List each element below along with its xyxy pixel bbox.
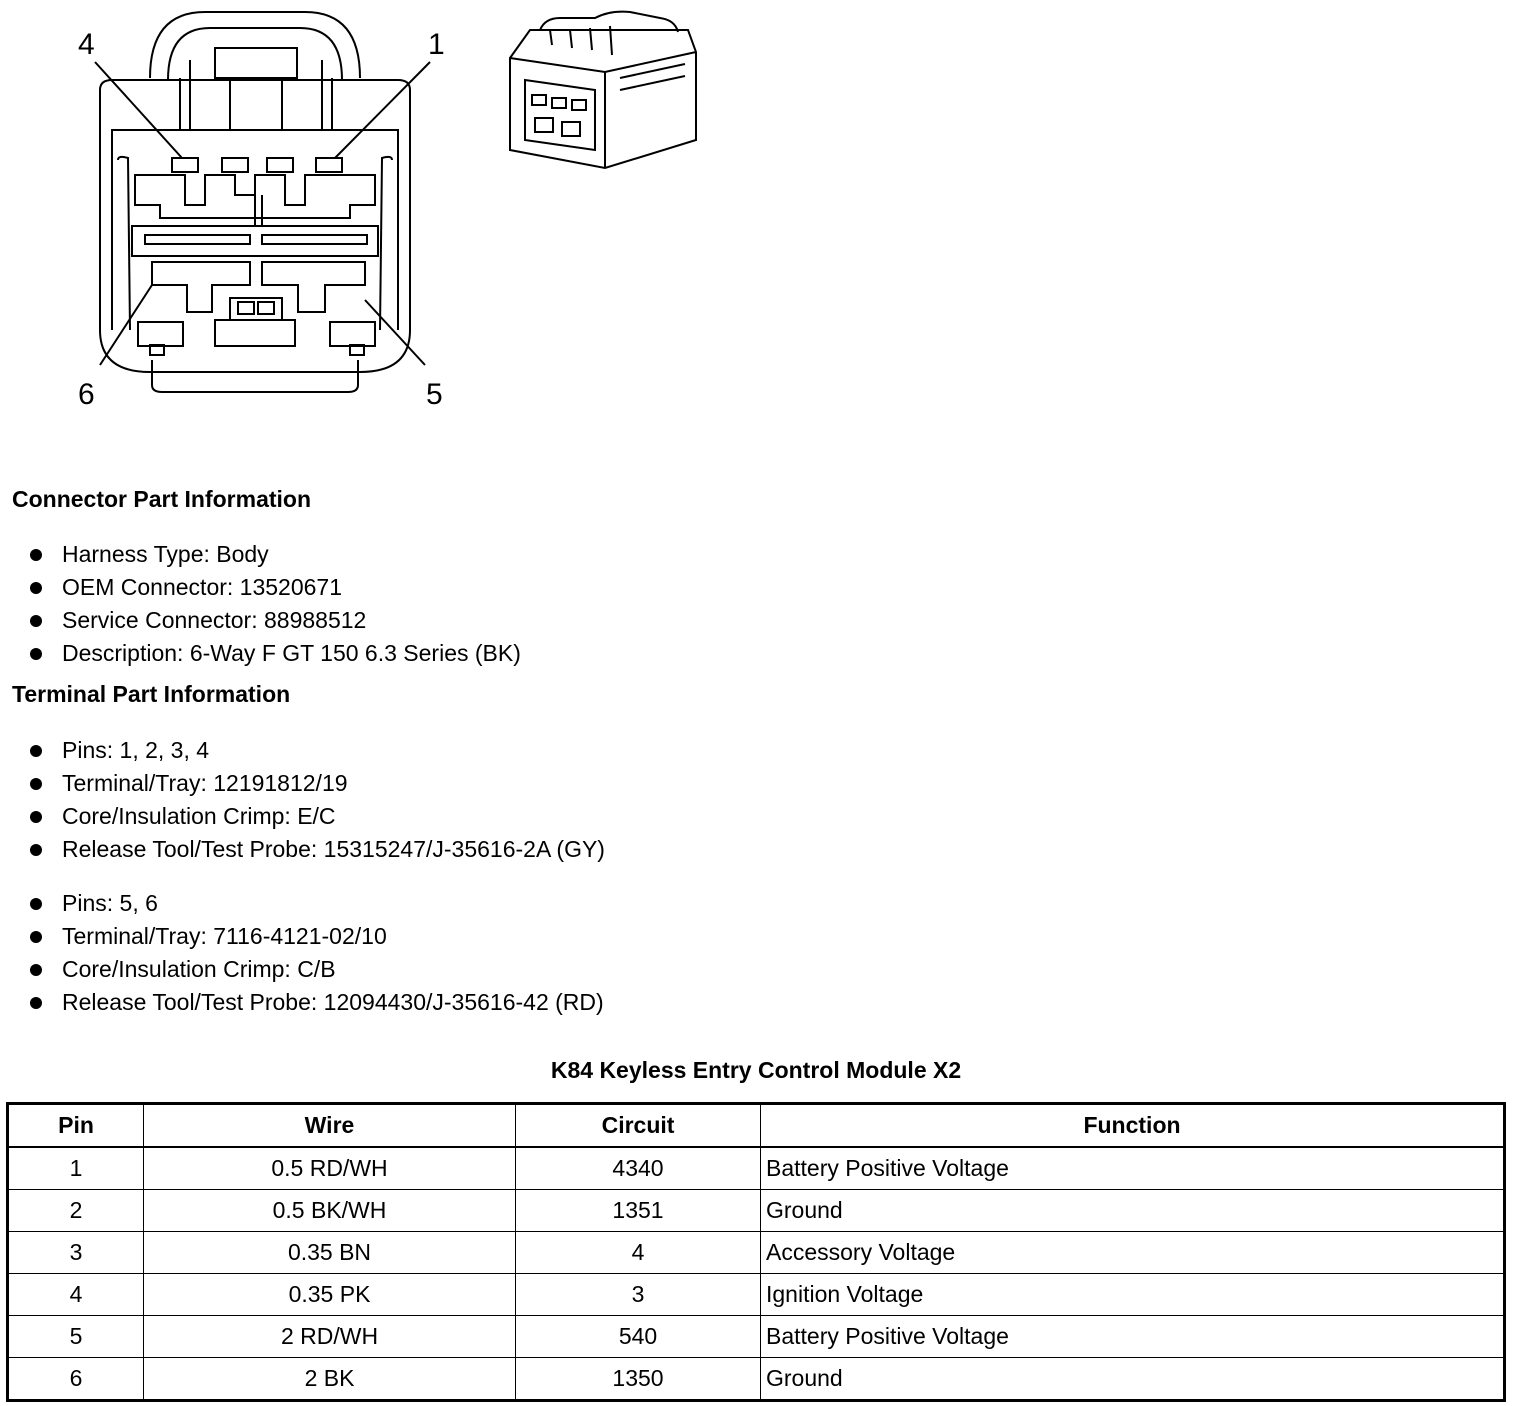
cell-function: Ignition Voltage: [761, 1274, 1505, 1316]
table-row: [8, 1232, 1505, 1274]
terminal-info-list-2: [30, 887, 604, 1019]
terminal-info-heading: Terminal Part Information: [12, 681, 291, 707]
cell-wire: 0.35 PK: [144, 1274, 516, 1316]
cell-pin: 3: [8, 1232, 144, 1274]
cell-function: Battery Positive Voltage: [761, 1316, 1505, 1358]
cell-wire: 2 BK: [144, 1358, 516, 1401]
column-header-circuit: Circuit: [516, 1104, 761, 1148]
cell-pin: 6: [8, 1358, 144, 1401]
list-item: Service Connector: 88988512: [30, 604, 521, 637]
cell-wire: 0.5 RD/WH: [144, 1147, 516, 1190]
pin-label-6: 6: [78, 378, 95, 411]
list-item: Release Tool/Test Probe: 15315247/J-35616-2A (GY): [30, 833, 605, 866]
cell-pin: 5: [8, 1316, 144, 1358]
cell-pin: 2: [8, 1190, 144, 1232]
column-header-function: Function: [761, 1104, 1505, 1148]
cell-function: Battery Positive Voltage: [761, 1147, 1505, 1190]
list-item: Terminal/Tray: 7116-4121-02/10: [30, 920, 604, 953]
connector-info-list: [30, 538, 521, 670]
table-row: [8, 1358, 1505, 1401]
column-header-pin: Pin: [8, 1104, 144, 1148]
pinout-table: [6, 1102, 1506, 1402]
table-row: [8, 1190, 1505, 1232]
cell-wire: 0.35 BN: [144, 1232, 516, 1274]
connector-info-heading: Connector Part Information: [12, 486, 312, 512]
pin-label-4: 4: [78, 28, 95, 61]
cell-function: Ground: [761, 1190, 1505, 1232]
list-item: OEM Connector: 13520671: [30, 571, 521, 604]
cell-circuit: 1351: [516, 1190, 761, 1232]
table-row: [8, 1147, 1505, 1190]
cell-circuit: 3: [516, 1274, 761, 1316]
pin-label-5: 5: [426, 378, 443, 411]
list-item: Core/Insulation Crimp: C/B: [30, 953, 604, 986]
cell-circuit: 4340: [516, 1147, 761, 1190]
column-header-wire: Wire: [144, 1104, 516, 1148]
terminal-info-list-1: [30, 734, 605, 866]
list-item: Pins: 1, 2, 3, 4: [30, 734, 605, 767]
cell-function: Accessory Voltage: [761, 1232, 1505, 1274]
cell-function: Ground: [761, 1358, 1505, 1401]
list-item: Pins: 5, 6: [30, 887, 604, 920]
cell-wire: 2 RD/WH: [144, 1316, 516, 1358]
list-item: Core/Insulation Crimp: E/C: [30, 800, 605, 833]
table-header-row: [8, 1104, 1505, 1148]
cell-circuit: 4: [516, 1232, 761, 1274]
cell-pin: 1: [8, 1147, 144, 1190]
cell-circuit: 1350: [516, 1358, 761, 1401]
connector-illustration: [0, 0, 760, 440]
list-item: Description: 6-Way F GT 150 6.3 Series (BK): [30, 637, 521, 670]
table-row: [8, 1274, 1505, 1316]
cell-wire: 0.5 BK/WH: [144, 1190, 516, 1232]
pin-label-1: 1: [428, 28, 445, 61]
list-item: Harness Type: Body: [30, 538, 521, 571]
table-title: K84 Keyless Entry Control Module X2: [550, 1057, 962, 1083]
connector-isometric-drawing: [500, 0, 710, 175]
cell-circuit: 540: [516, 1316, 761, 1358]
cell-pin: 4: [8, 1274, 144, 1316]
list-item: Terminal/Tray: 12191812/19: [30, 767, 605, 800]
list-item: Release Tool/Test Probe: 12094430/J-35616-42 (RD): [30, 986, 604, 1019]
table-row: [8, 1316, 1505, 1358]
